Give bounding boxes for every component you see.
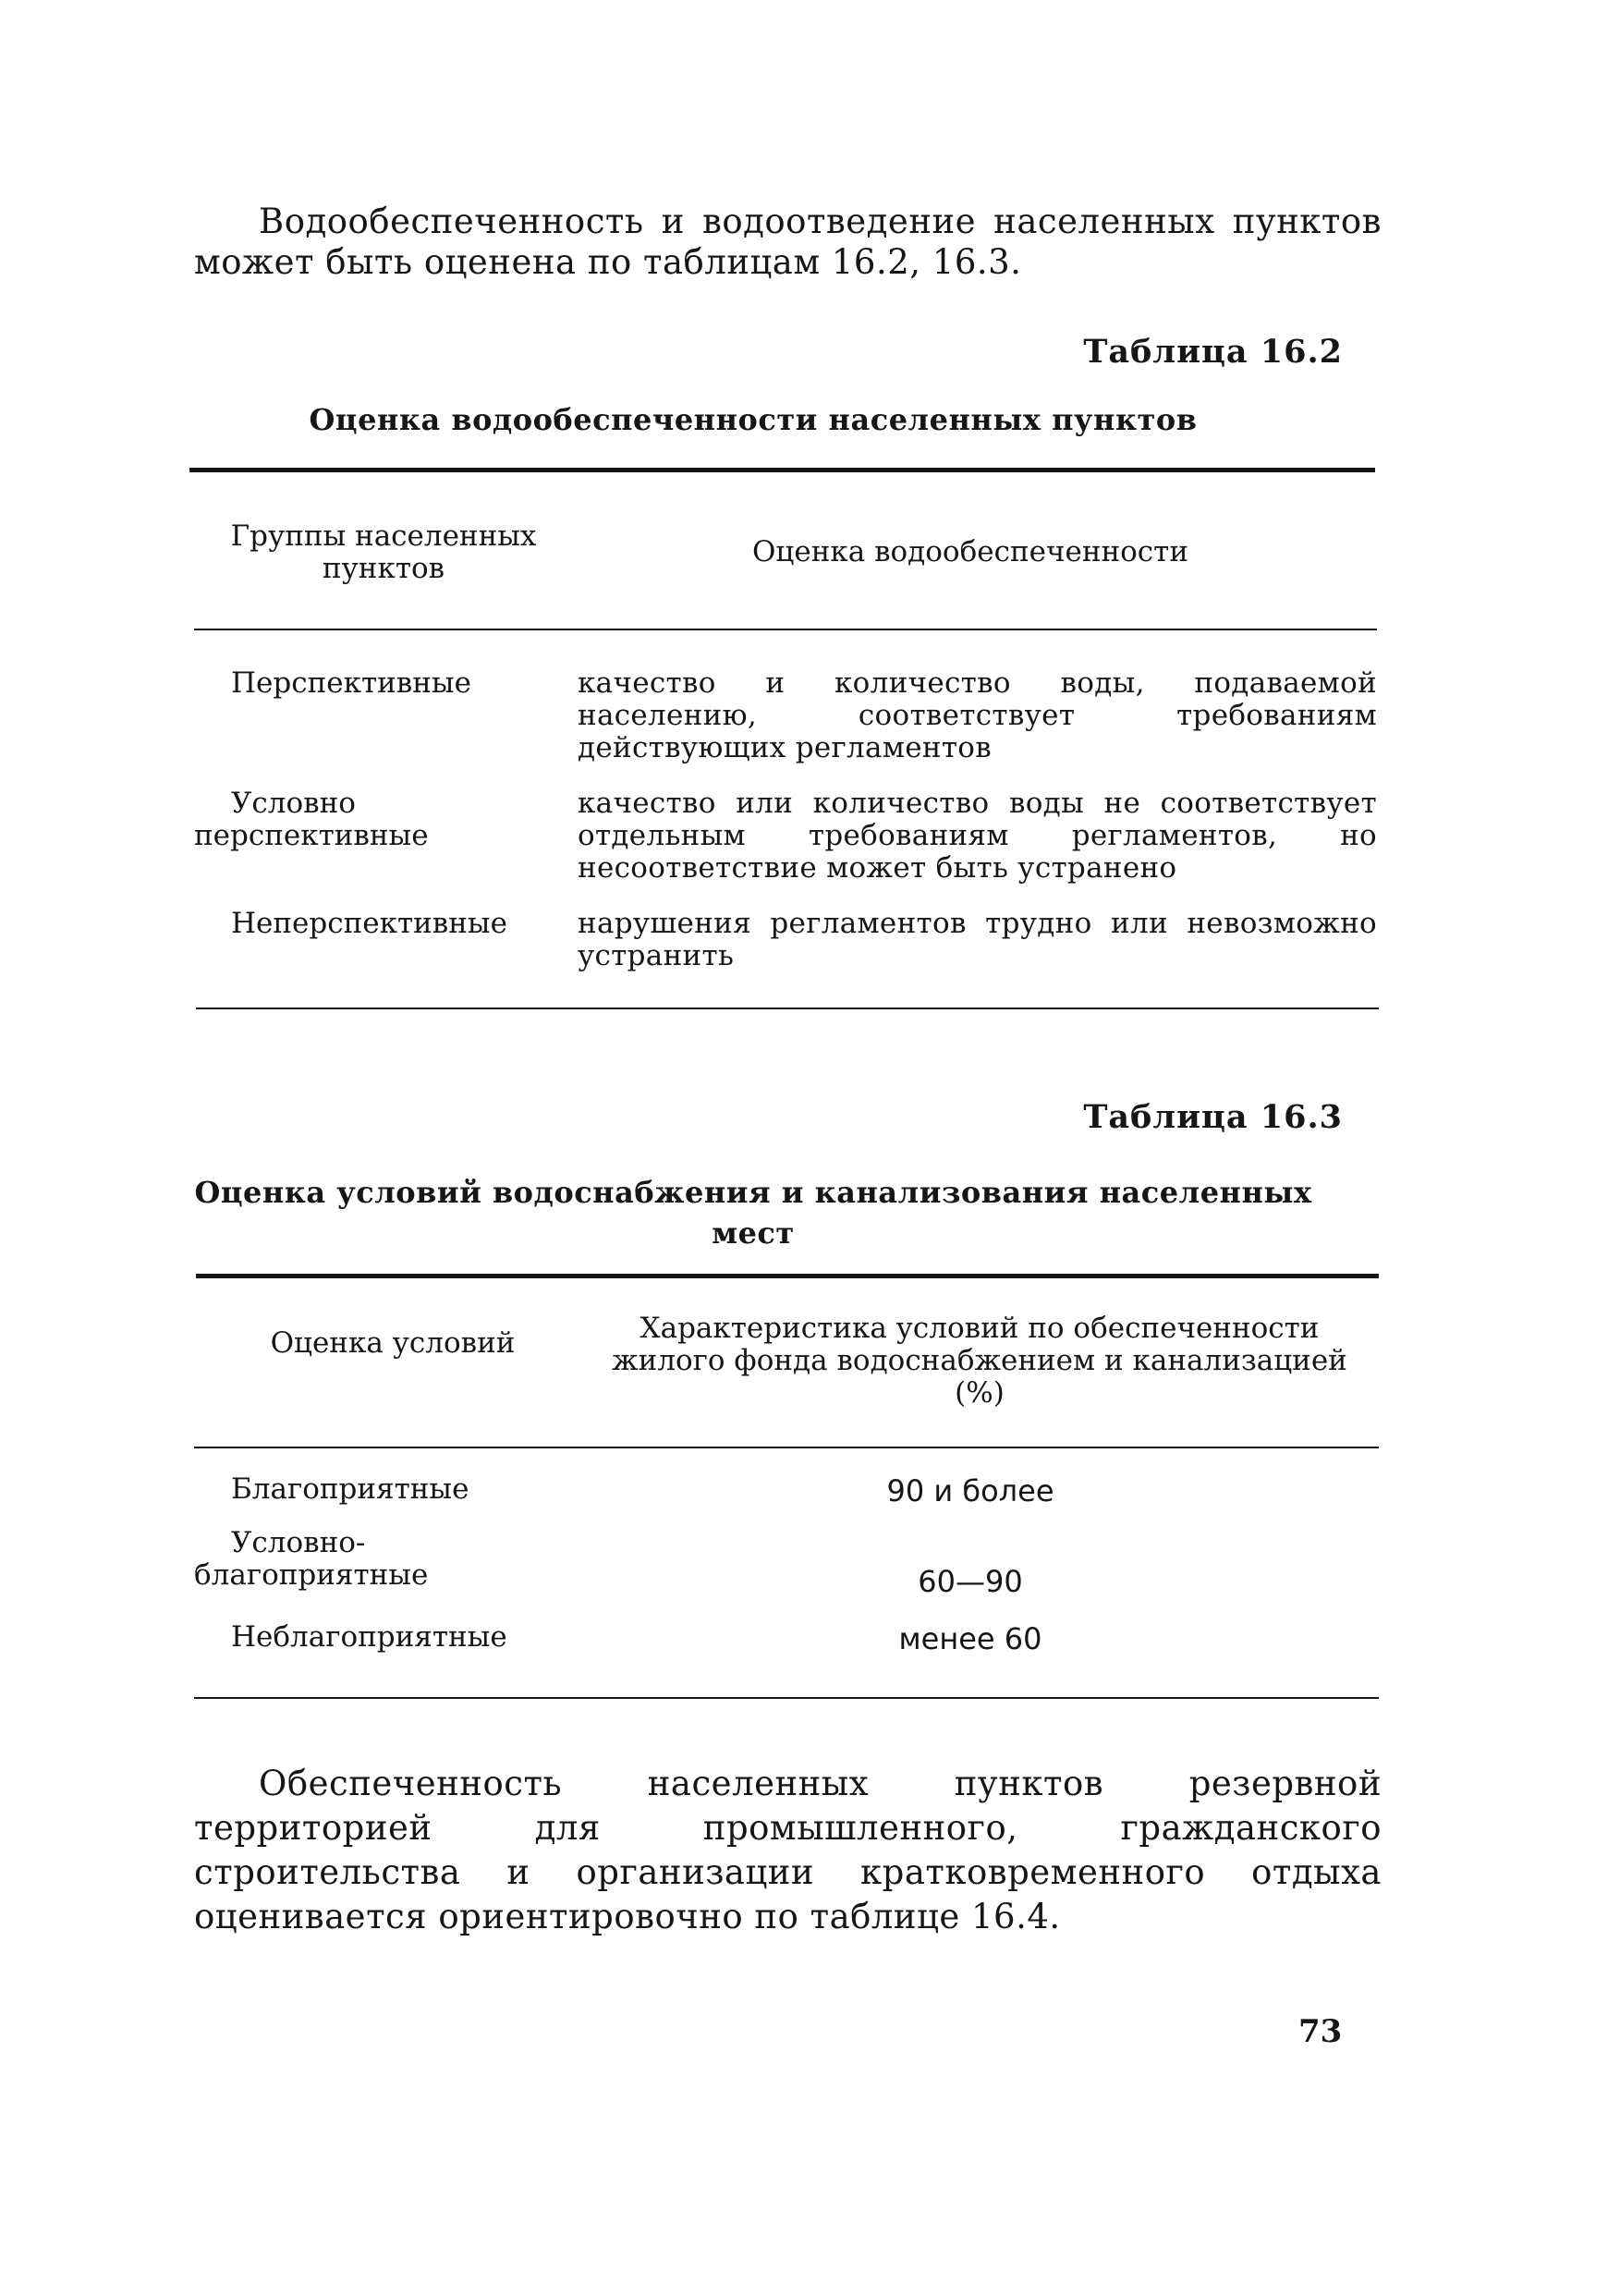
table-16-3-header-characteristic: Характеристика условий по обеспеченности жилого фонда водоснабжением и канализацией (%)	[612, 1312, 1347, 1410]
table-16-3-number: Таблица 16.3	[1083, 1098, 1343, 1136]
table-16-3-row-3-value: менее 60	[898, 1621, 1042, 1656]
table-16-2-number: Таблица 16.2	[1083, 333, 1343, 371]
closing-paragraph: Обеспеченность населенных пунктов резервной территорией для промышленного, гражданского строительства и организации кратковременного отдыха оценивается ориентировочно по таблице 16.4.	[194, 1764, 1382, 1936]
table-16-2-header-groups: Группы населенных пунктов	[230, 519, 537, 585]
table-16-3-header-rule	[194, 1447, 1379, 1448]
table-16-3-title: Оценка условий водоснабжения и канализования населенных мест	[194, 1175, 1312, 1251]
table-16-3-row-2-condition: Условно-благоприятные	[194, 1526, 429, 1592]
table-16-2-bottom-rule	[196, 1008, 1379, 1009]
table-16-2-title: Оценка водообеспеченности населенных пунктов	[309, 402, 1198, 437]
table-16-2-header-assessment: Оценка водообеспеченности	[752, 535, 1188, 568]
table-16-3-bottom-rule	[194, 1697, 1379, 1699]
table-16-2-row-2-group: Условно перспективные	[194, 787, 429, 852]
table-16-3-top-rule	[196, 1274, 1379, 1278]
table-16-3-row-1-value: 90 и более	[886, 1473, 1054, 1508]
table-16-2-row-1-assessment: качество и количество воды, подаваемой населению, соответствует требованиям действующих регламентов	[578, 666, 1377, 764]
page-number: 73	[1298, 2013, 1343, 2050]
table-16-3-row-1-condition: Благоприятные	[231, 1472, 469, 1506]
table-16-2-row-3-assessment: нарушения регламентов трудно или невозможно устранить	[578, 907, 1377, 972]
table-16-2-top-rule	[189, 468, 1375, 472]
table-16-2-row-2-assessment: качество или количество воды не соответствует отдельным требованиям регламентов, но несоответствие может быть устранено	[578, 787, 1377, 885]
table-16-2-row-3-group: Неперспективные	[231, 907, 507, 940]
table-16-3-header-condition: Оценка условий	[270, 1326, 516, 1360]
table-16-3-row-2-value: 60—90	[918, 1564, 1023, 1599]
table-16-2-row-1-group: Перспективные	[231, 666, 471, 700]
table-16-3-row-3-condition: Неблагоприятные	[231, 1620, 507, 1654]
intro-paragraph: Водообеспеченность и водоотведение населенных пунктов может быть оценена по таблицам 16.2, 16.3.	[194, 202, 1382, 282]
table-16-2-header-rule	[194, 629, 1377, 630]
